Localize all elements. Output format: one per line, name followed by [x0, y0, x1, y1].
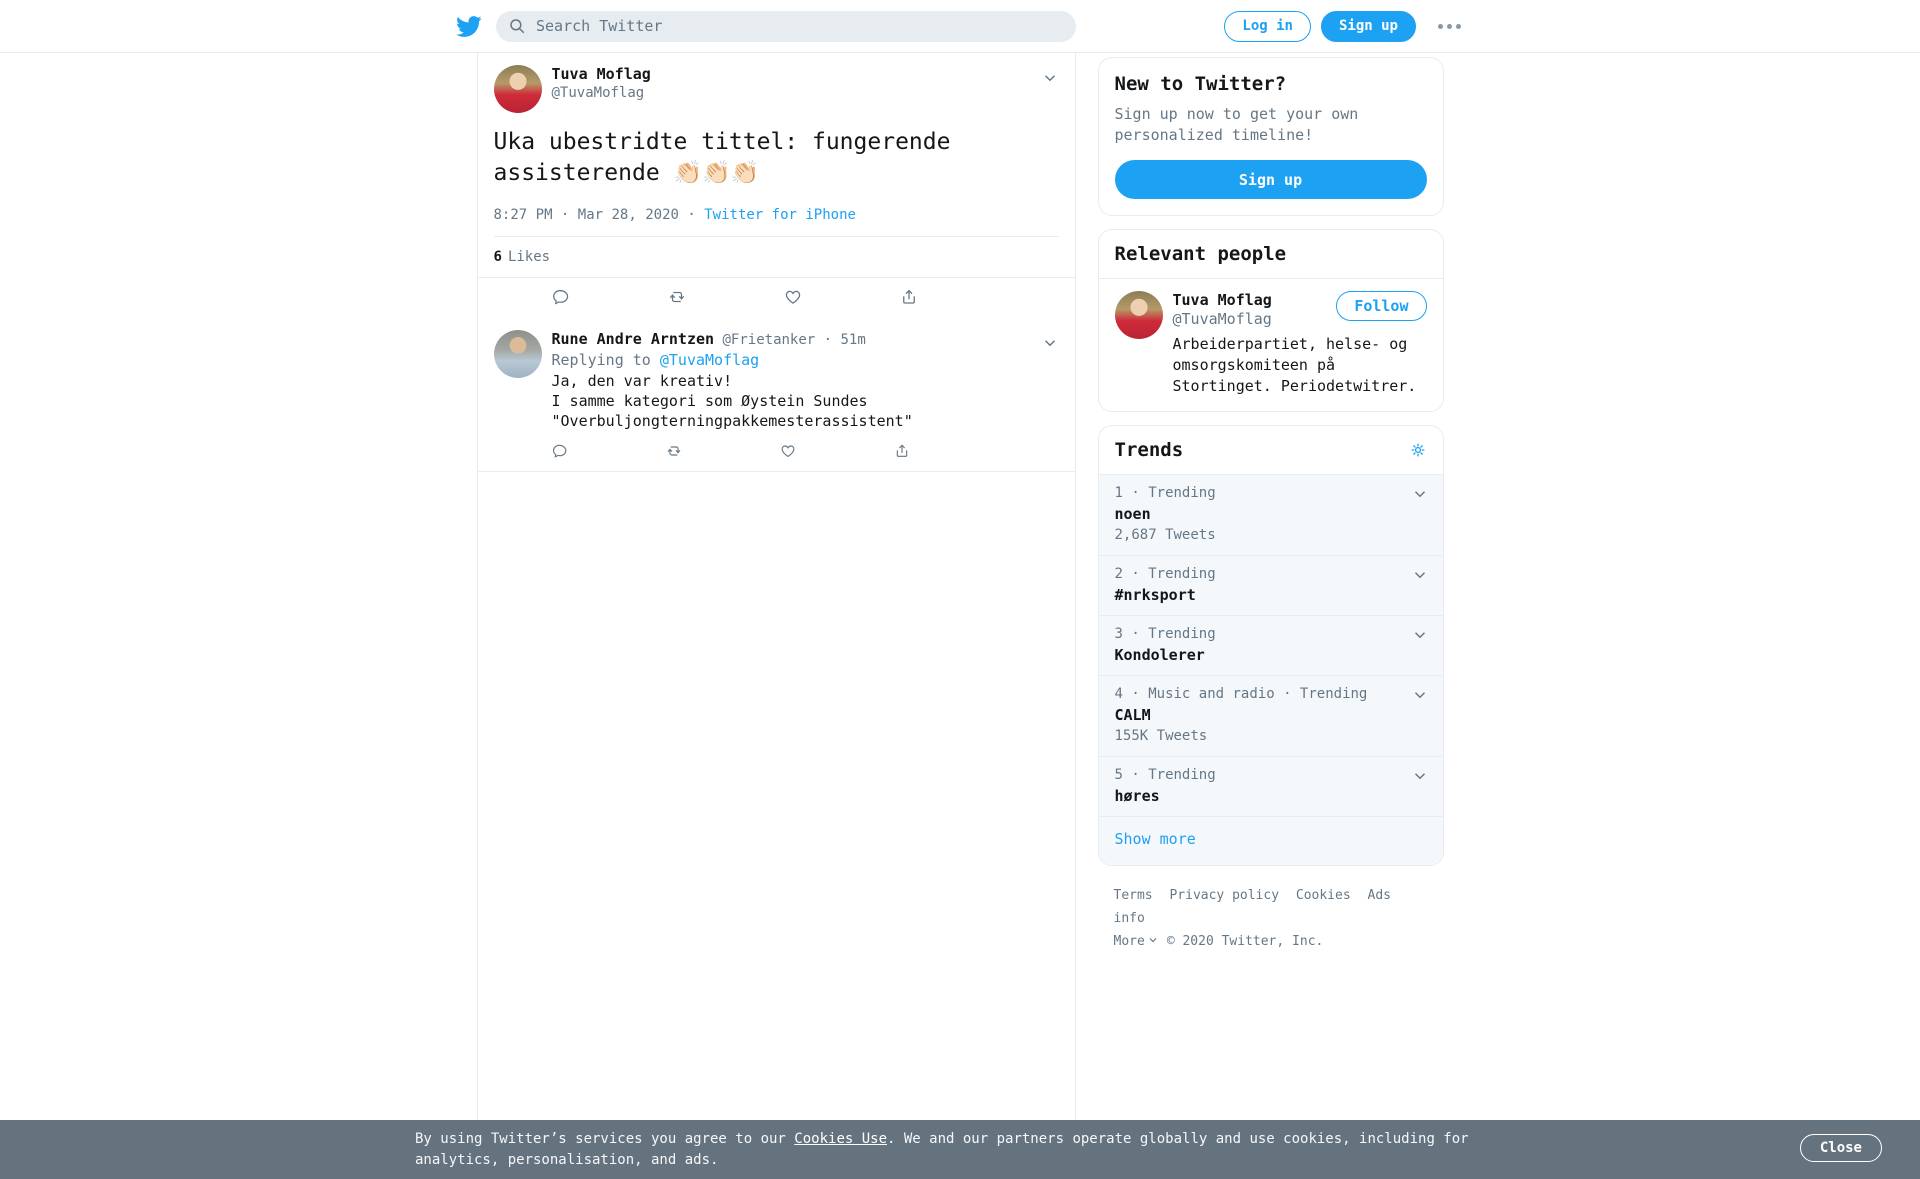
log-in-button[interactable]: Log in [1224, 11, 1311, 42]
like-button[interactable] [780, 443, 796, 459]
reply-button[interactable] [552, 443, 568, 459]
new-to-twitter-card [1098, 57, 1444, 216]
settings-gear-icon[interactable] [1409, 441, 1427, 459]
search-box[interactable] [496, 11, 1076, 42]
tweet-timestamp [494, 207, 1059, 223]
cookie-consent-bar [0, 1120, 1920, 1179]
chevron-down-icon[interactable] [1147, 934, 1159, 946]
trend-topic: Kondolerer [1114, 646, 1205, 664]
sign-up-button[interactable]: Sign up [1321, 11, 1416, 42]
chevron-down-icon[interactable] [1411, 767, 1429, 785]
person-bio: Arbeiderpartiet, helse- og omsorgskomiteen på Stortinget. Periodetwitrer. [1172, 335, 1417, 395]
likes-row[interactable] [494, 237, 1059, 277]
twitter-logo-icon[interactable] [455, 13, 482, 40]
chevron-down-icon[interactable] [1041, 334, 1059, 352]
chevron-down-icon[interactable] [1411, 626, 1429, 644]
trend-topic: #nrksport [1114, 586, 1196, 604]
new-to-twitter-title: New to Twitter? [1114, 73, 1287, 95]
reply-text-line: I samme kategori som Øystein Sundes [551, 392, 868, 410]
reply-tweet [478, 318, 1075, 472]
reply-button[interactable] [552, 288, 570, 306]
cookie-text-after: . We and our partners operate globally and use cookies, including for analytics, personalisation, and ads. [415, 1130, 1469, 1168]
retweet-button[interactable] [668, 288, 686, 306]
cookies-use-link[interactable]: Cookies Use [794, 1130, 888, 1147]
reply-author-name[interactable]: Rune Andre Arntzen [551, 330, 715, 348]
trend-meta: 3 · Trending [1114, 626, 1216, 642]
tweet-column [477, 53, 1076, 1120]
trend-item-3[interactable] [1099, 616, 1443, 676]
follow-button[interactable]: Follow [1336, 291, 1426, 321]
cookie-consent-text [415, 1129, 1490, 1171]
person-row [1099, 279, 1443, 411]
footer-link-ads-info[interactable]: Ads info [1113, 888, 1391, 926]
trend-topic: noen [1114, 505, 1151, 523]
tweet-source-link[interactable]: Twitter for iPhone [704, 207, 856, 223]
chevron-down-icon[interactable] [1041, 69, 1059, 87]
share-button[interactable] [894, 443, 910, 459]
trend-meta: 1 · Trending [1114, 485, 1216, 501]
tweet-text: Uka ubestridte tittel: fungerende assisterende 👏🏻👏🏻👏🏻 [493, 129, 951, 186]
tweet-author-name[interactable]: Tuva Moflag [551, 65, 651, 83]
main-tweet [478, 53, 1075, 318]
relevant-people-card [1098, 229, 1444, 412]
show-more-link[interactable]: Show more [1099, 817, 1443, 865]
more-options-icon[interactable] [1434, 20, 1465, 33]
person-name[interactable]: Tuva Moflag [1172, 291, 1272, 309]
chevron-down-icon[interactable] [1411, 686, 1429, 704]
tweet-action-bar [478, 277, 1075, 318]
trend-tweet-count: 2,687 Tweets [1114, 527, 1216, 543]
sidebar-footer [1098, 879, 1444, 958]
footer-link-cookies[interactable]: Cookies [1295, 888, 1351, 903]
trend-topic: høres [1114, 787, 1160, 805]
cookie-text-before: By using Twitter’s services you agree to our [415, 1130, 795, 1147]
reply-action-bar [552, 431, 1059, 461]
reply-author-meta[interactable]: @Frietanker · 51m [722, 332, 866, 348]
close-button[interactable]: Close [1800, 1134, 1882, 1162]
trend-item-2[interactable] [1099, 556, 1443, 616]
avatar[interactable] [494, 330, 542, 378]
top-bar [0, 0, 1920, 53]
tweet-author-handle[interactable]: @TuvaMoflag [551, 85, 645, 101]
trend-item-5[interactable] [1099, 757, 1443, 817]
trend-meta: 5 · Trending [1114, 767, 1216, 783]
footer-link-privacy[interactable]: Privacy policy [1169, 888, 1280, 903]
tweet-time-date: 8:27 PM · Mar 28, 2020 · [493, 207, 696, 223]
likes-count: 6 [493, 249, 502, 265]
trend-tweet-count: 155K Tweets [1114, 728, 1208, 744]
avatar[interactable] [494, 65, 542, 113]
footer-copyright: © 2020 Twitter, Inc. [1166, 934, 1324, 949]
trends-card [1098, 425, 1444, 866]
sidebar [1098, 53, 1444, 958]
footer-link-more[interactable]: More [1113, 934, 1145, 949]
trends-title: Trends [1114, 439, 1184, 461]
person-handle[interactable]: @TuvaMoflag [1172, 310, 1272, 328]
chevron-down-icon[interactable] [1411, 566, 1429, 584]
search-icon [508, 17, 526, 35]
likes-label: Likes [507, 249, 551, 265]
sign-up-card-button[interactable]: Sign up [1115, 160, 1427, 199]
chevron-down-icon[interactable] [1411, 485, 1429, 503]
relevant-people-title: Relevant people [1114, 243, 1287, 265]
new-to-twitter-body: Sign up now to get your own personalized timeline! [1114, 105, 1359, 144]
reply-text [552, 371, 1059, 431]
footer-link-terms[interactable]: Terms [1113, 888, 1153, 903]
reply-text-line: "Overbuljongterningpakkemesterassistent" [551, 412, 913, 430]
trend-topic: CALM [1114, 706, 1151, 724]
trend-meta: 2 · Trending [1114, 566, 1216, 582]
trend-item-4[interactable] [1099, 676, 1443, 757]
share-button[interactable] [900, 288, 918, 306]
avatar[interactable] [1115, 291, 1163, 339]
trend-item-1[interactable] [1099, 475, 1443, 556]
search-input[interactable] [536, 17, 1064, 35]
reply-text-line: Ja, den var kreativ! [551, 372, 733, 390]
replying-to-label: Replying to [551, 351, 651, 369]
like-button[interactable] [784, 288, 802, 306]
replying-to-handle-link[interactable]: @TuvaMoflag [659, 351, 760, 369]
retweet-button[interactable] [666, 443, 682, 459]
trend-meta: 4 · Music and radio · Trending [1114, 686, 1368, 702]
